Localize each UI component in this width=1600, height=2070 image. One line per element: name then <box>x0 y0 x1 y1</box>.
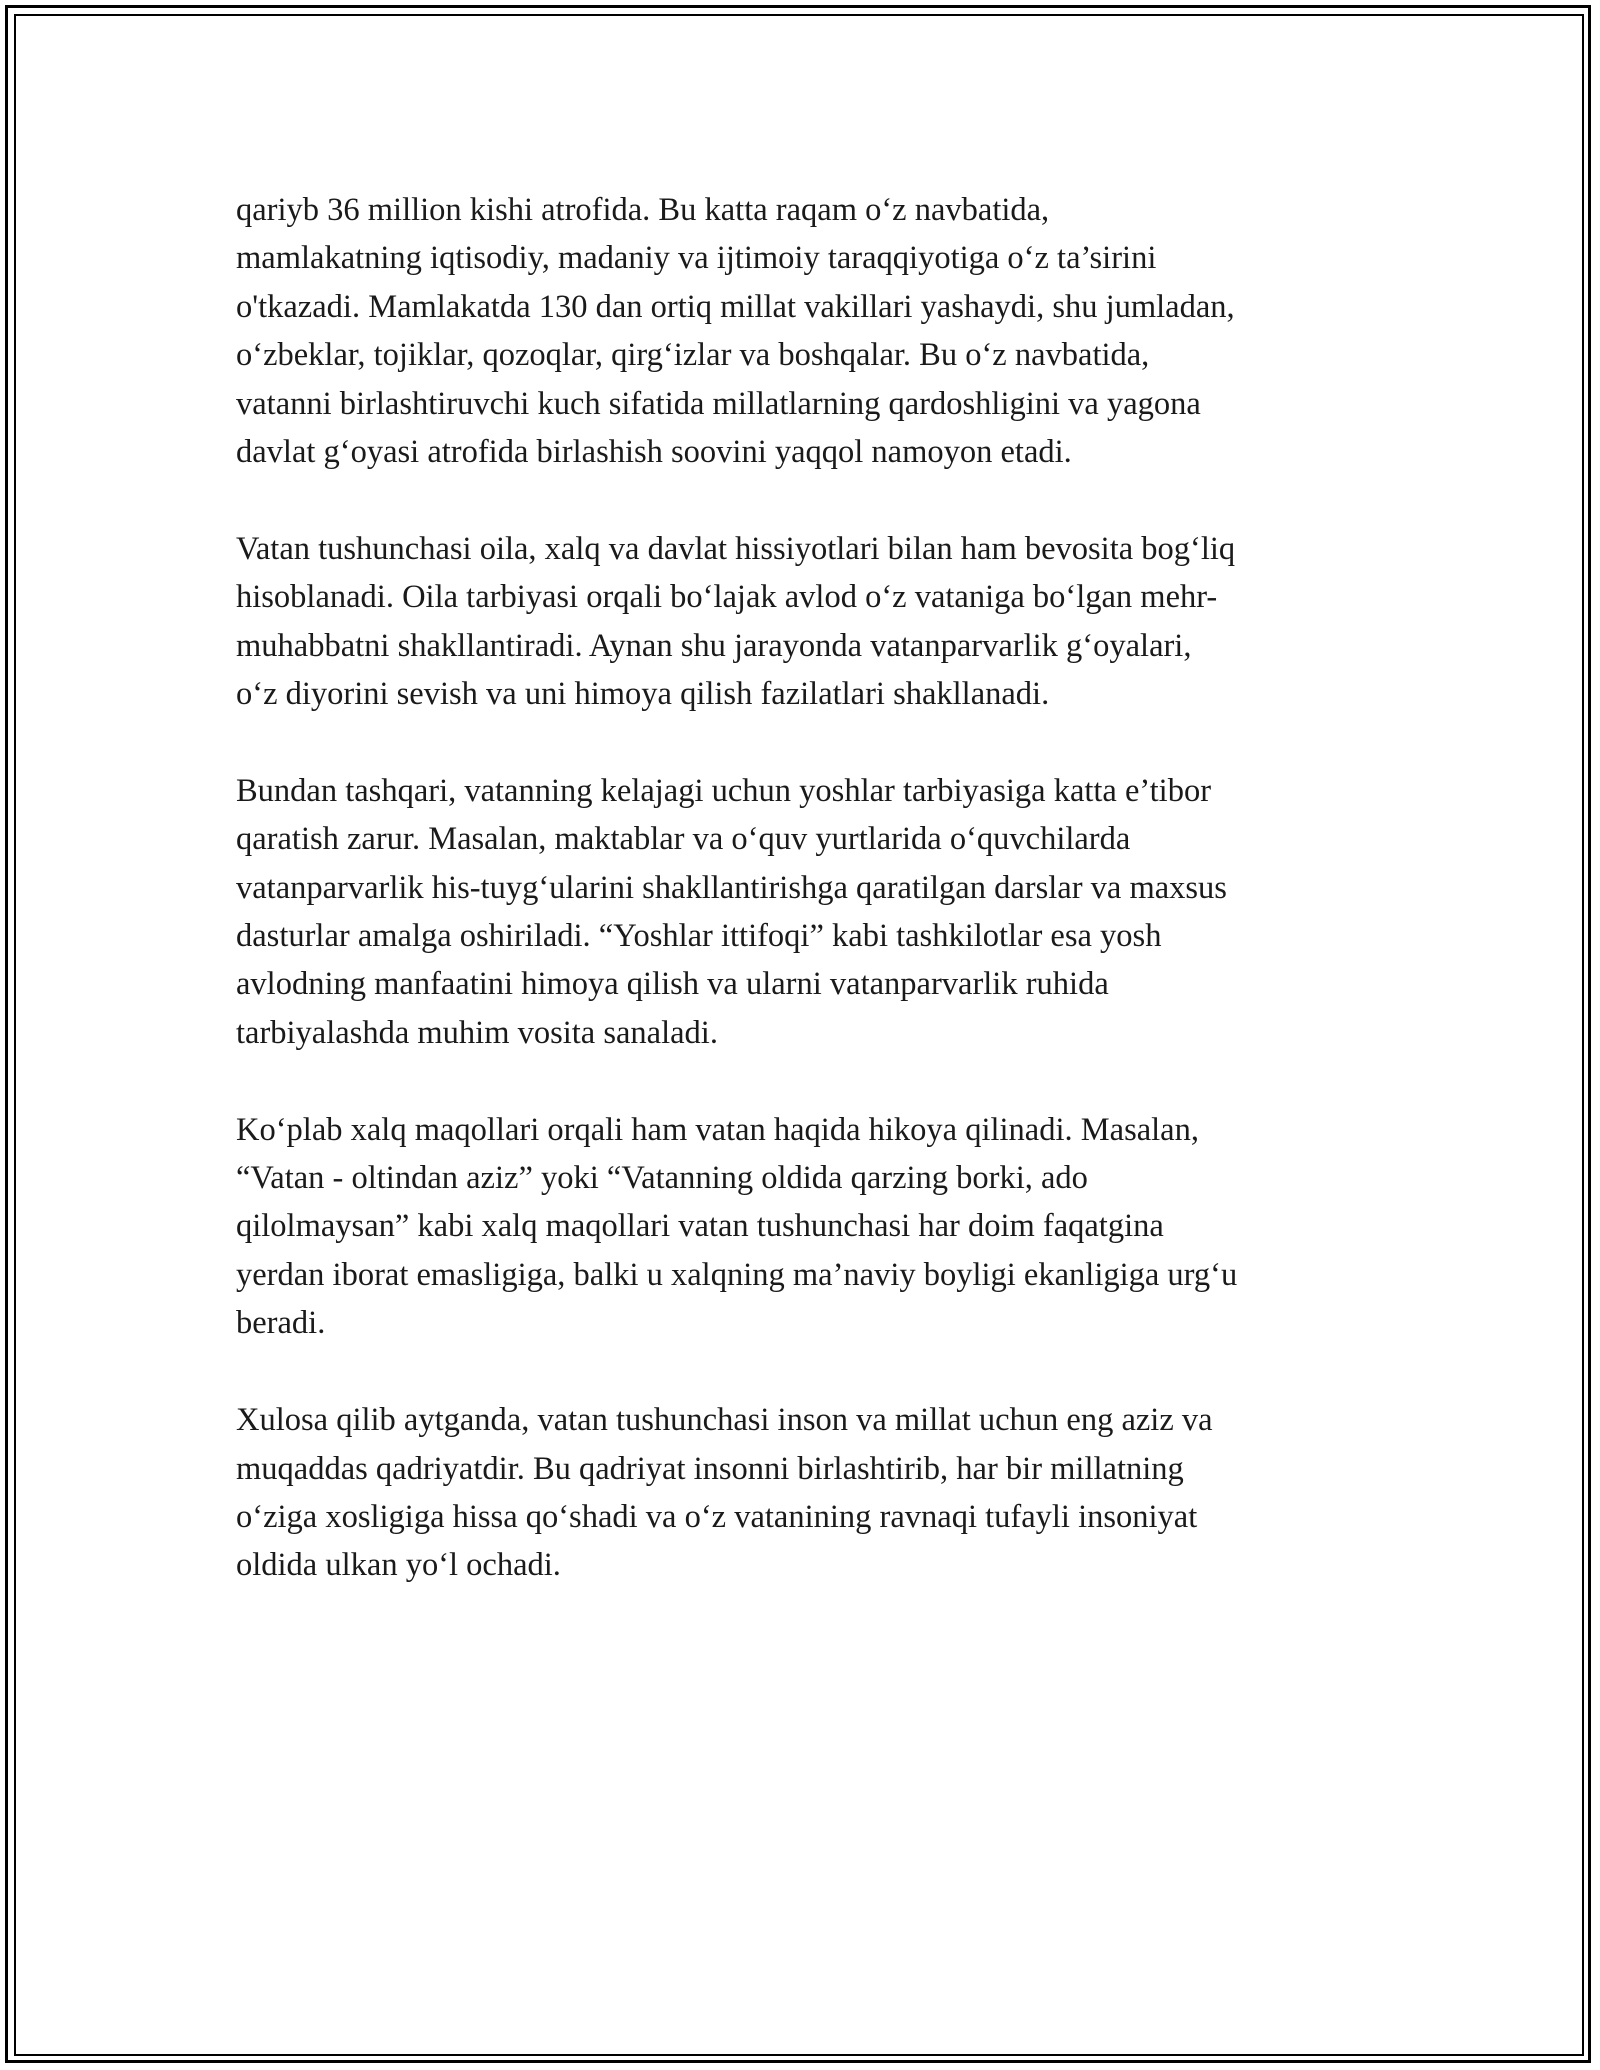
paragraph-youth: Bundan tashqari, vatanning kelajagi uchun yoshlar tarbiyasiga katta e’tibor qaratish zarur. Masalan, maktablar va o‘quv yurtlarida o‘quvchilarda vatanparvarlik his-tuyg‘ularini shakllantirishga qaratilgan darslar va maxsus dasturlar amalga oshiriladi. “Yoshlar ittifoqi” kabi tashkilotlar esa yosh avlodning manfaatini himoya qilish va ularni vatanparvarlik ruhida tarbiyalashda muhim vosita sanaladi. <box>236 772 1227 1051</box>
document-body <box>236 186 1416 1638</box>
paragraph-family: Vatan tushunchasi oila, xalq va davlat hissiyotlari bilan ham bevosita bog‘liq hisoblanadi. Oila tarbiyasi orqali bo‘lajak avlod o‘z vataniga bo‘lgan mehr- muhabbatni shakllantiradi. Aynan shu jarayonda vatanparvarlik g‘oyalari, o‘z diyorini sevish va uni himoya qilish fazilatlari shakllanadi. <box>236 530 1236 713</box>
paragraph-conclusion: Xulosa qilib aytganda, vatan tushunchasi inson va millat uchun eng aziz va muqaddas qadriyatdir. Bu qadriyat insonni birlashtirib, har bir millatning o‘ziga xosligiga hissa qo‘shadi va o‘z vatanining ravnaqi tufayli insoniyat oldida ulkan yo‘l ochadi. <box>236 1402 1213 1584</box>
paragraph-proverbs: Ko‘plab xalq maqollari orqali ham vatan haqida hikoya qilinadi. Masalan, “Vatan - oltindan aziz” yoki “Vatanning oldida qarzing borki, ado qilolmaysan” kabi xalq maqollari vatan tushunchasi har doim faqatgina yerdan iborat emasligiga, balki u xalqning ma’naviy boyligi ekanligiga urg‘u beradi. <box>236 1111 1238 1342</box>
paragraph-population: qariyb 36 million kishi atrofida. Bu katta raqam o‘z navbatida, mamlakatning iqtisodiy, madaniy va ijtimoiy taraqqiyotiga o‘z ta’sirini o'tkazadi. Mamlakatda 130 dan ortiq millat vakillari yashaydi, shu jumladan, o‘zbeklar, tojiklar, qozoqlar, qirg‘izlar va boshqalar. Bu o‘z navbatida, vatanni birlashtiruvchi kuch sifatida millatlarning qardoshligini va yagona davlat g‘oyasi atrofida birlashish soovini yaqqol namoyon etadi. <box>236 192 1235 471</box>
